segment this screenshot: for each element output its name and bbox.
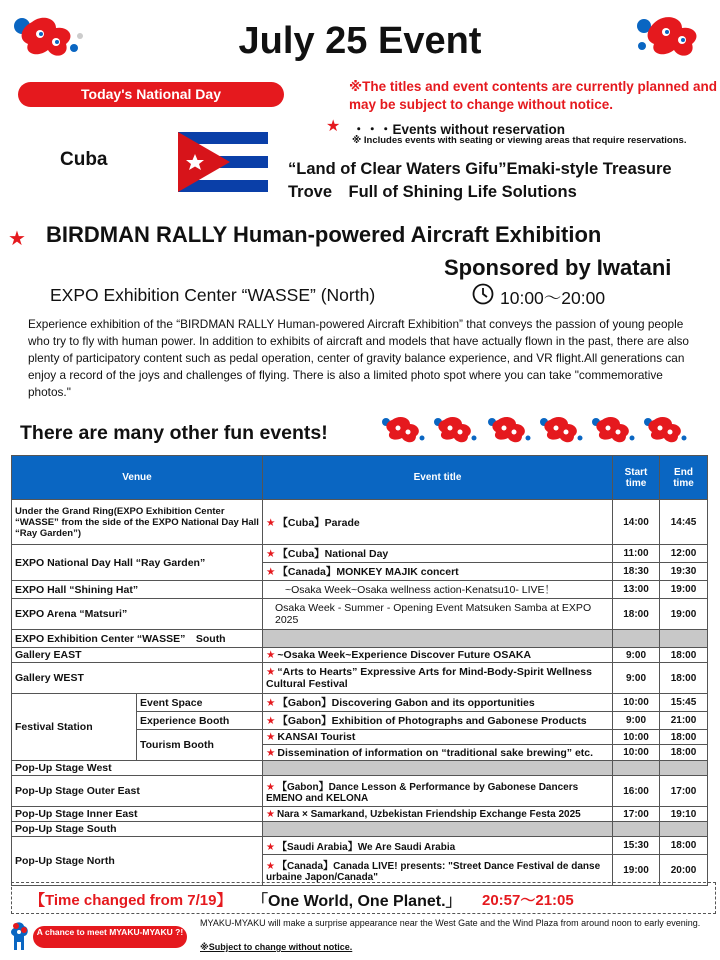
empty-cell: [263, 630, 613, 648]
empty-cell: [263, 822, 613, 837]
column-header-event: Event title: [263, 456, 613, 500]
myaku-myaku-logo: [538, 414, 586, 444]
myaku-myaku-mascot: [8, 920, 30, 956]
start-time: 10:00: [613, 730, 660, 745]
venue-cell: EXPO Exhibition Center “WASSE” South: [12, 630, 263, 648]
table-row: [12, 663, 708, 694]
venue-cell: Pop-Up Stage Inner East: [12, 807, 263, 822]
country-name: Cuba: [60, 149, 108, 170]
empty-cell: [613, 761, 660, 776]
venue-cell: Gallery EAST: [12, 648, 263, 663]
start-time: 14:00: [613, 500, 660, 545]
empty-cell: [613, 822, 660, 837]
star-icon: ★: [266, 649, 276, 661]
empty-cell: [660, 822, 708, 837]
venue-cell: Pop-Up Stage South: [12, 822, 263, 837]
start-time: 9:00: [613, 663, 660, 694]
empty-cell: [660, 761, 708, 776]
featured-title: BIRDMAN RALLY Human-powered Aircraft Exhibition: [46, 222, 602, 247]
star-icon: ★: [266, 842, 275, 853]
time-change-time: 20:57～21:05: [482, 892, 574, 909]
legend-text: ・・・Events without reservation: [352, 122, 566, 137]
myaku-myaku-logo: [380, 414, 428, 444]
end-time: 18:00: [660, 837, 708, 855]
end-time: 14:45: [660, 500, 708, 545]
table-row: [12, 837, 708, 855]
column-header-start: Start time: [613, 456, 660, 500]
end-time: 18:00: [660, 663, 708, 694]
myaku-myaku-logo: [432, 414, 480, 444]
myaku-myaku-logo: [590, 414, 638, 444]
star-icon: ★: [266, 666, 276, 678]
empty-cell: [660, 630, 708, 648]
event-cell: ★ Dissemination of information on “traditional sake brewing” etc.: [263, 745, 613, 761]
venue-cell: EXPO Hall “Shining Hat”: [12, 581, 263, 599]
star-icon: ★: [266, 697, 276, 709]
end-time: 19:00: [660, 581, 708, 599]
table-row: [12, 822, 708, 837]
event-cell: Osaka Week - Summer - Opening Event Matsuken Samba at EXPO 2025: [263, 599, 613, 630]
change-notice: ※The titles and event contents are currently planned and may be subject to change without notice.: [349, 79, 717, 112]
featured-time: 10:00～20:00: [500, 288, 606, 308]
sub-venue-cell: Tourism Booth: [137, 730, 263, 761]
end-time: 19:30: [660, 563, 708, 581]
clock-icon: [472, 283, 494, 305]
myaku-myaku-badge: A chance to meet MYAKU-MYAKU ?!: [33, 926, 187, 948]
star-icon: ★: [8, 228, 26, 250]
venue-cell: Pop-Up Stage West: [12, 761, 263, 776]
myaku-myaku-logo: [642, 414, 690, 444]
star-icon: ★: [266, 566, 276, 578]
star-icon: ★: [266, 731, 276, 743]
venue-cell: EXPO Arena “Matsuri”: [12, 599, 263, 630]
start-time: 17:00: [613, 807, 660, 822]
venue-cell: Gallery WEST: [12, 663, 263, 694]
venue-cell: Pop-Up Stage Outer East: [12, 776, 263, 807]
start-time: 10:00: [613, 694, 660, 712]
end-time: 17:00: [660, 776, 708, 807]
table-row: [12, 761, 708, 776]
venue-cell: Under the Grand Ring(EXPO Exhibition Center “WASSE” from the side of the EXPO National Day Hall “Ray Garden”): [12, 500, 263, 545]
event-cell: ★ 【Saudi Arabia】We Are Saudi Arabia: [263, 837, 613, 855]
end-time: 18:00: [660, 648, 708, 663]
other-events-heading: There are many other fun events!: [20, 422, 328, 444]
page-title: July 25 Event: [238, 20, 482, 62]
table-row: [12, 599, 708, 630]
start-time: 11:00: [613, 545, 660, 563]
venue-cell: Pop-Up Stage North: [12, 837, 263, 886]
start-time: 16:00: [613, 776, 660, 807]
end-time: 15:45: [660, 694, 708, 712]
start-time: 18:00: [613, 599, 660, 630]
event-cell: ★ 【Gabon】Discovering Gabon and its opportunities: [263, 694, 613, 712]
table-row: [12, 648, 708, 663]
venue-cell: Festival Station: [12, 694, 137, 761]
star-icon: ★: [266, 715, 276, 727]
event-cell: ★ 【Canada】MONKEY MAJIK concert: [263, 563, 613, 581]
event-cell: ★ 【Gabon】Dance Lesson & Performance by Gabonese Dancers EMENO and KELONA: [263, 776, 613, 807]
start-time: 10:00: [613, 745, 660, 761]
event-cell: ~Osaka Week~Osaka wellness action-Kenatsu10- LIVE！: [263, 581, 613, 599]
cuba-flag: [178, 132, 268, 192]
myaku-myaku-subnote: ※Subject to change without notice.: [200, 942, 353, 952]
empty-cell: [613, 630, 660, 648]
event-cell: ★ ~Osaka Week~Experience Discover Future OSAKA: [263, 648, 613, 663]
sub-venue-cell: Event Space: [137, 694, 263, 712]
sub-venue-cell: Experience Booth: [137, 712, 263, 730]
star-icon: ★: [266, 516, 276, 529]
event-cell: ★ Nara × Samarkand, Uzbekistan Friendship Exchange Festa 2025: [263, 807, 613, 822]
table-row: [12, 500, 708, 545]
end-time: 12:00: [660, 545, 708, 563]
star-icon: ★: [266, 861, 275, 872]
end-time: 21:00: [660, 712, 708, 730]
table-row: [12, 807, 708, 822]
start-time: 9:00: [613, 648, 660, 663]
myaku-myaku-logo: [486, 414, 534, 444]
event-cell: ★ KANSAI Tourist: [263, 730, 613, 745]
table-row: [12, 694, 708, 712]
table-header-row: [12, 456, 708, 500]
event-cell: ★ 【Gabon】Exhibition of Photographs and Gabonese Products: [263, 712, 613, 730]
events-table: [11, 455, 708, 886]
event-cell: ★ 【Cuba】National Day: [263, 545, 613, 563]
column-header-end: End time: [660, 456, 708, 500]
empty-cell: [263, 761, 613, 776]
featured-sponsor: Sponsored by Iwatani: [444, 255, 672, 280]
national-day-badge: Today's National Day: [18, 82, 284, 107]
event-cell: ★ 【Cuba】Parade: [263, 500, 613, 545]
star-icon: ★: [326, 118, 341, 135]
end-time: 18:00: [660, 745, 708, 761]
featured-venue: EXPO Exhibition Center “WASSE” (North): [50, 285, 376, 305]
event-cell: ★ “Arts to Hearts” Expressive Arts for Mind-Body-Spirit Wellness Cultural Festival: [263, 663, 613, 694]
myaku-myaku-note: MYAKU-MYAKU will make a surprise appearance near the West Gate and the Wind Plaza from around noon to early evening.: [200, 918, 701, 928]
start-time: 15:30: [613, 837, 660, 855]
start-time: 19:00: [613, 855, 660, 886]
star-icon: ★: [266, 782, 275, 793]
table-row: [12, 545, 708, 563]
national-day-title: “Land of Clear Waters Gifu”Emaki-style Treasure Trove Full of Shining Life Solutions: [288, 160, 672, 201]
end-time: 18:00: [660, 730, 708, 745]
legend-note: ※ Includes events with seating or viewing areas that require reservations.: [352, 135, 687, 146]
end-time: 19:00: [660, 599, 708, 630]
column-header-venue: Venue: [12, 456, 263, 500]
star-icon: ★: [266, 548, 276, 560]
star-icon: ★: [266, 808, 275, 820]
venue-cell: EXPO National Day Hall “Ray Garden”: [12, 545, 263, 581]
table-row: [12, 581, 708, 599]
table-row: [12, 630, 708, 648]
star-icon: ★: [266, 746, 276, 759]
end-time: 19:10: [660, 807, 708, 822]
time-change-label: 【Time changed from 7/19】: [30, 892, 232, 909]
start-time: 9:00: [613, 712, 660, 730]
featured-description: Experience exhibition of the “BIRDMAN RALLY Human-powered Aircraft Exhibition” that conveys the passion of young people who try to fly with human power. In addition to exhibits of aircraft and models that have actually flown in the past, there are also plenty of participatory content such as pedal operation, center of gravity balance experience, and VR flight.All generations can enjoy a record of the joys and challenges of flying. There is also a limited photo spot where you can take "commemorative photos.": [28, 317, 689, 399]
start-time: 18:30: [613, 563, 660, 581]
event-cell: ★ 【Canada】Canada LIVE! presents: "Street Dance Festival de danse urbaine Japon/Canada": [263, 855, 613, 886]
table-row: [12, 776, 708, 807]
time-change-title: 「One World, One Planet.」: [252, 893, 462, 910]
end-time: 20:00: [660, 855, 708, 886]
start-time: 13:00: [613, 581, 660, 599]
